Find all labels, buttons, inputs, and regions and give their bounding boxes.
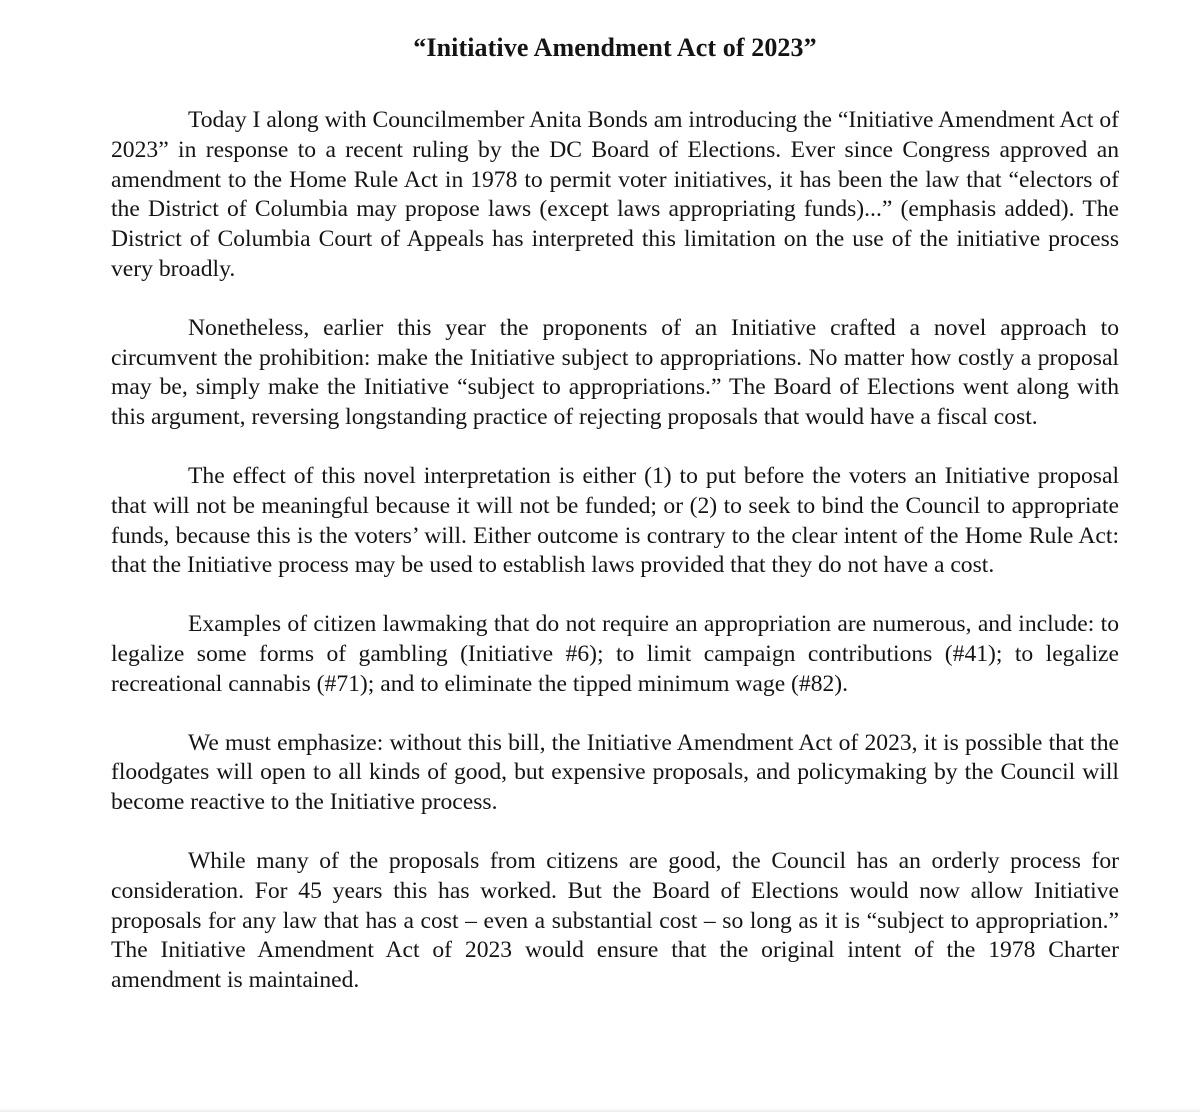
page-bottom-edge bbox=[0, 1108, 1200, 1112]
paragraph-5: We must emphasize: without this bill, the Initiative Amendment Act of 2023, it is possible that the floodgates will open to all kinds of good, but expensive proposals, and policymaking by the Council will become reactive to the Initiative process. bbox=[111, 729, 1119, 816]
paragraph-6: While many of the proposals from citizens are good, the Council has an orderly process for consideration. For 45 years this has worked. But the Board of Elections would now allow Initiative proposals for any law that has a cost – even a substantial cost – so long as it is “subject to appropriation.” The Initiative Amendment Act of 2023 would ensure that the original intent of the 1978 Charter amendment is maintained. bbox=[111, 847, 1119, 994]
paragraph-4: Examples of citizen lawmaking that do not require an appropriation are numerous, and include: to legalize some forms of gambling (Initiative #6); to limit campaign contributions (#41); to legalize recreational cannabis (#71); and to eliminate the tipped minimum wage (#82). bbox=[111, 611, 1119, 697]
document-page bbox=[111, 28, 1119, 1025]
document-title: “Initiative Amendment Act of 2023” bbox=[413, 33, 817, 62]
paragraph-3: The effect of this novel interpretation is either (1) to put before the voters an Initiative proposal that will not be meaningful because it will not be funded; or (2) to seek to bind the Council to appropriate funds, because this is the voters’ will. Either outcome is contrary to the clear intent of the Home Rule Act: that the Initiative process may be used to establish laws provided that they do not have a cost. bbox=[111, 462, 1119, 579]
paragraph-2: Nonetheless, earlier this year the proponents of an Initiative crafted a novel approach to circumvent the prohibition: make the Initiative subject to appropriations. No matter how costly a proposal may be, simply make the Initiative “subject to appropriations.” The Board of Elections went along with this argument, reversing longstanding practice of rejecting proposals that would have a fiscal cost. bbox=[111, 314, 1119, 431]
paragraph-1: Today I along with Councilmember Anita Bonds am introducing the “Initiative Amendment Act of 2023” in response to a recent ruling by the DC Board of Elections. Ever since Congress approved an amendment to the Home Rule Act in 1978 to permit voter initiatives, it has been the law that “electors of the District of Columbia may propose laws (except laws appropriating funds)...” (emphasis added). The District of Columbia Court of Appeals has interpreted this limitation on the use of the initiative process very broadly. bbox=[111, 107, 1119, 282]
